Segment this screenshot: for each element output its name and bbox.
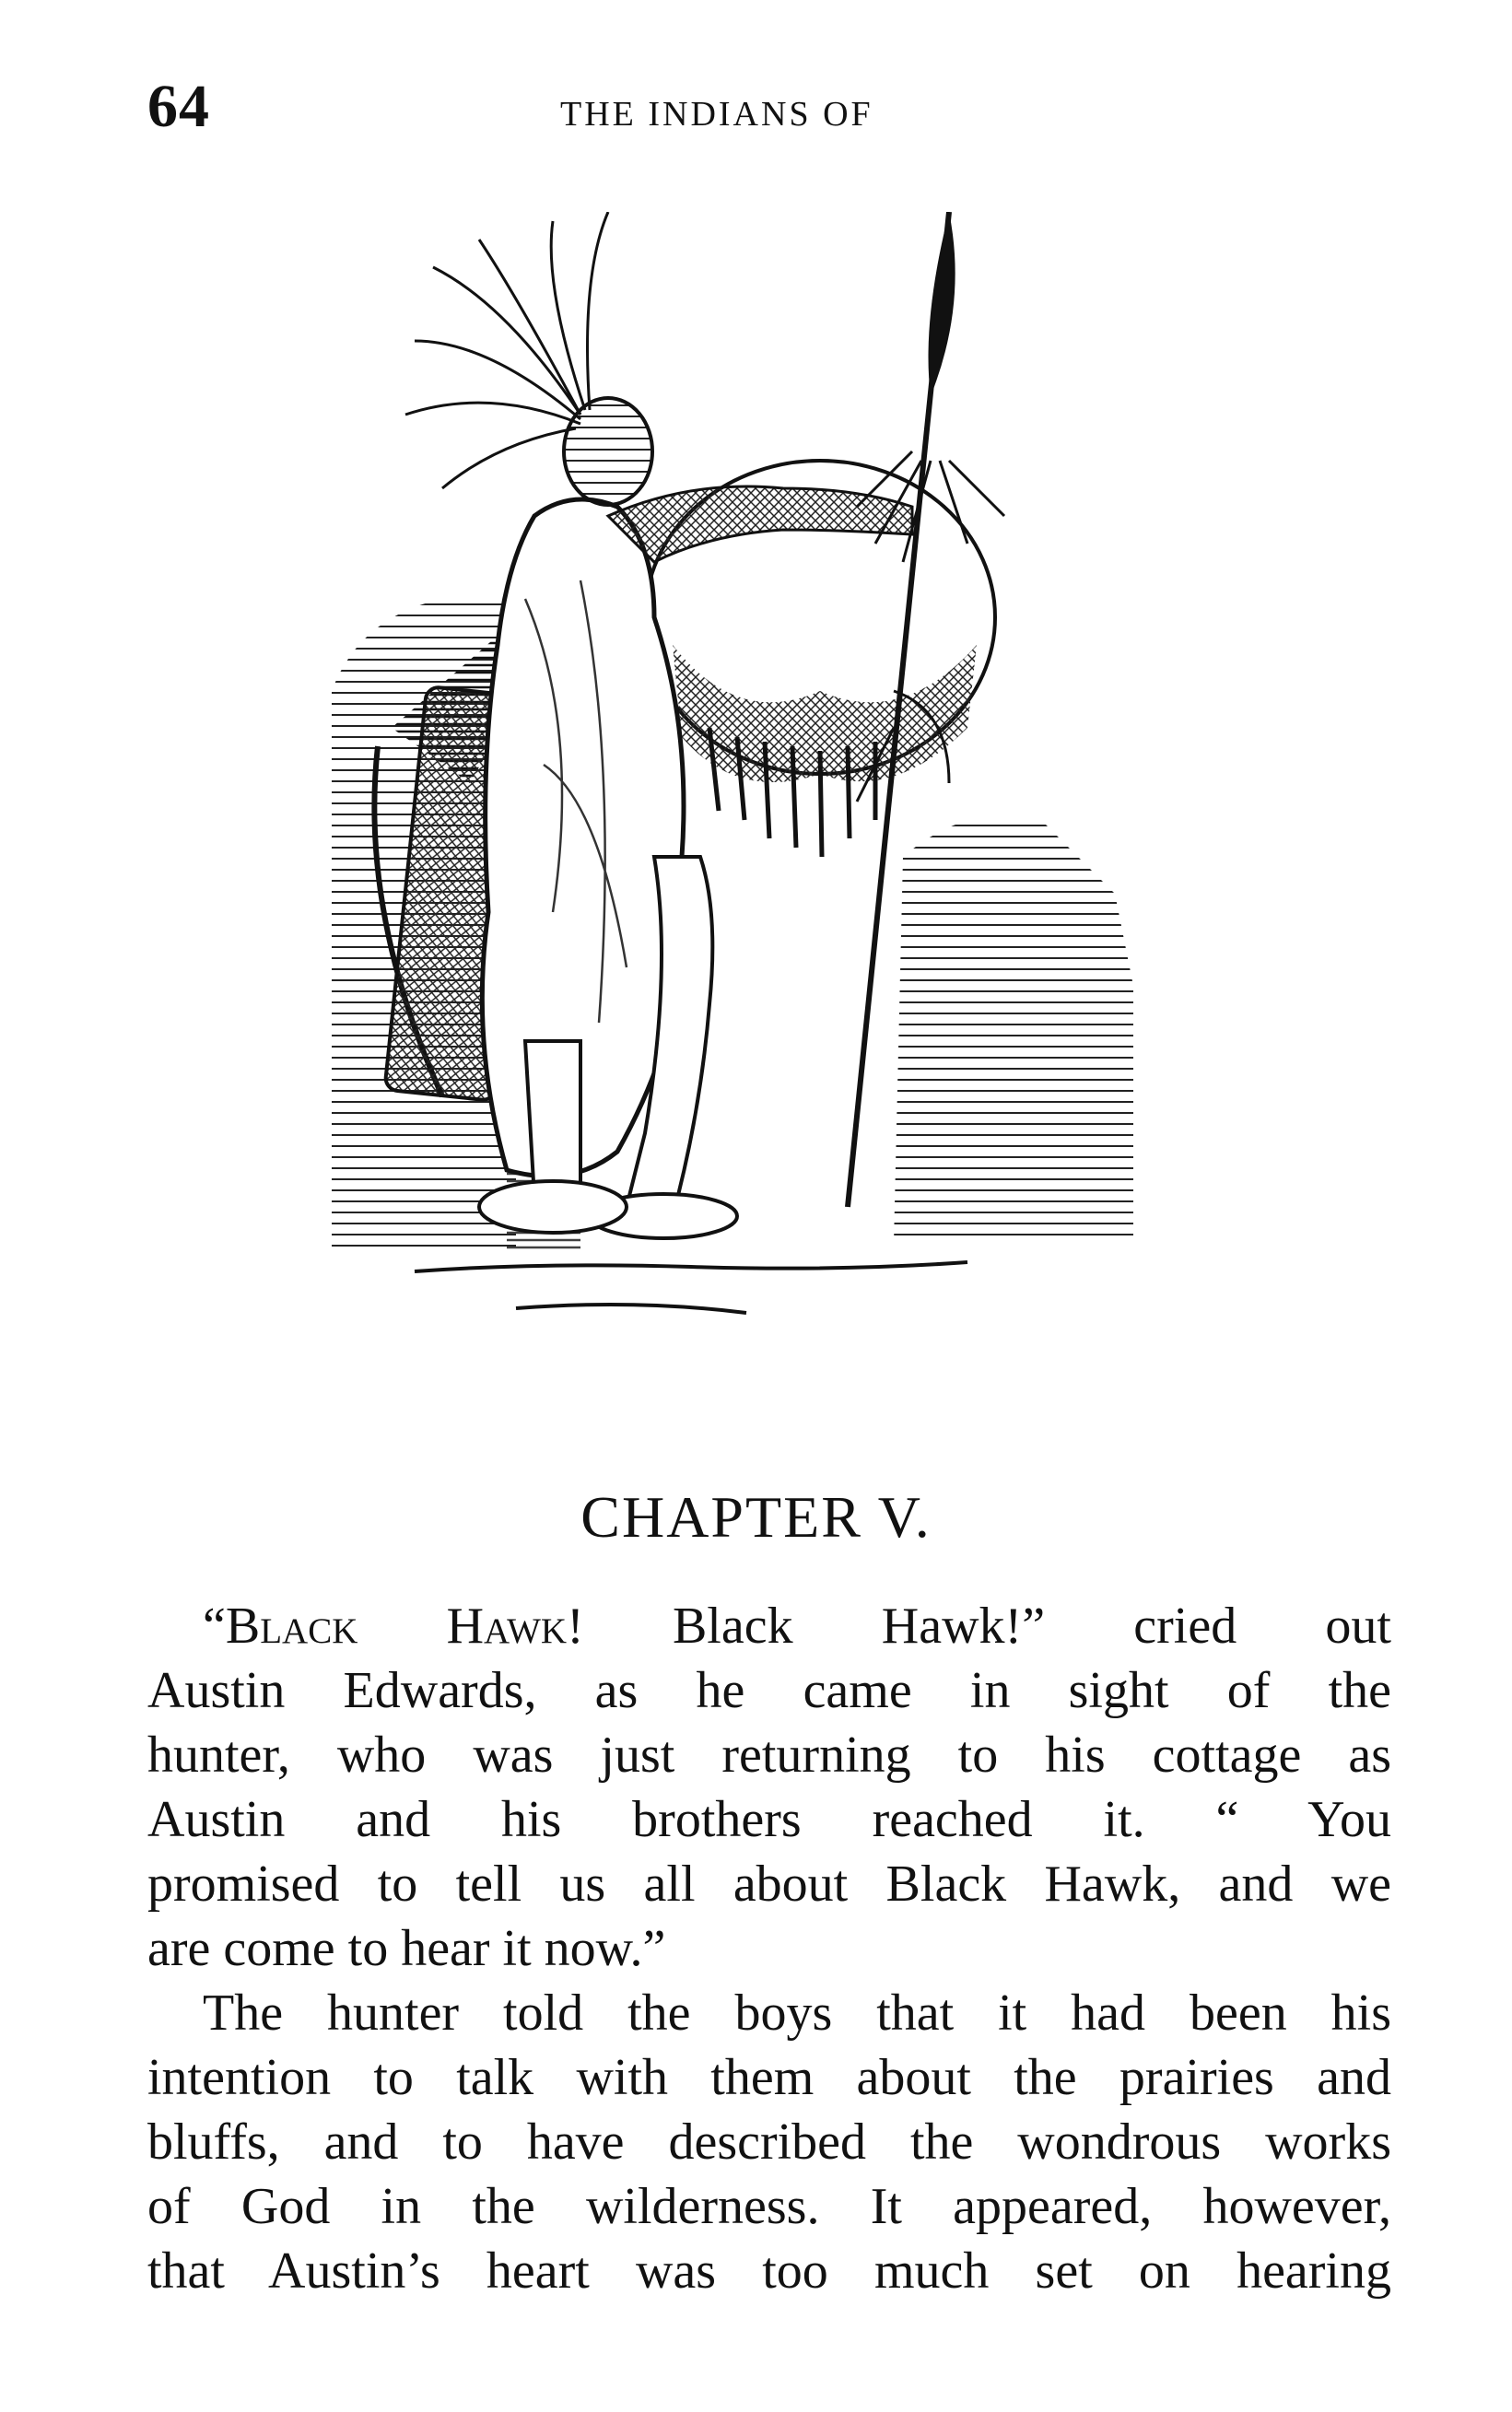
text-line: are come to hear it now.” <box>147 1920 666 1977</box>
text-line: Austin Edwards, as he came in sight of the <box>147 1662 1391 1719</box>
page-header <box>0 72 1512 155</box>
text-line: Austin and his brothers reached it. “ You <box>147 1791 1391 1848</box>
text-line: promised to tell us all about Black Hawk, and we <box>147 1856 1391 1913</box>
running-head: THE INDIANS OF <box>560 95 873 134</box>
small-caps-name: Black Hawk <box>225 1598 568 1655</box>
page-number: 64 <box>147 73 210 140</box>
text-line <box>147 1594 1391 1658</box>
text-line: hunter, who was just returning to his cottage as <box>147 1727 1391 1784</box>
text-line: The hunter told the boys that it had been his <box>203 1985 1391 2042</box>
text-line: of God in the wilderness. It appeared, however, <box>147 2178 1391 2235</box>
text-line-rest: ! Black Hawk!” cried out <box>567 1598 1391 1655</box>
body-text <box>147 1594 1391 2303</box>
text-line: that Austin’s heart was too much set on hearing <box>147 2242 1391 2300</box>
text-line: bluffs, and to have described the wondrous works <box>147 2113 1391 2171</box>
ground-lines <box>415 1262 967 1313</box>
warrior-illustration <box>304 212 1225 1410</box>
chapter-title: CHAPTER V. <box>580 1484 932 1550</box>
open-quote: “ <box>203 1598 226 1655</box>
text-line: intention to talk with them about the prairies and <box>147 2049 1391 2106</box>
